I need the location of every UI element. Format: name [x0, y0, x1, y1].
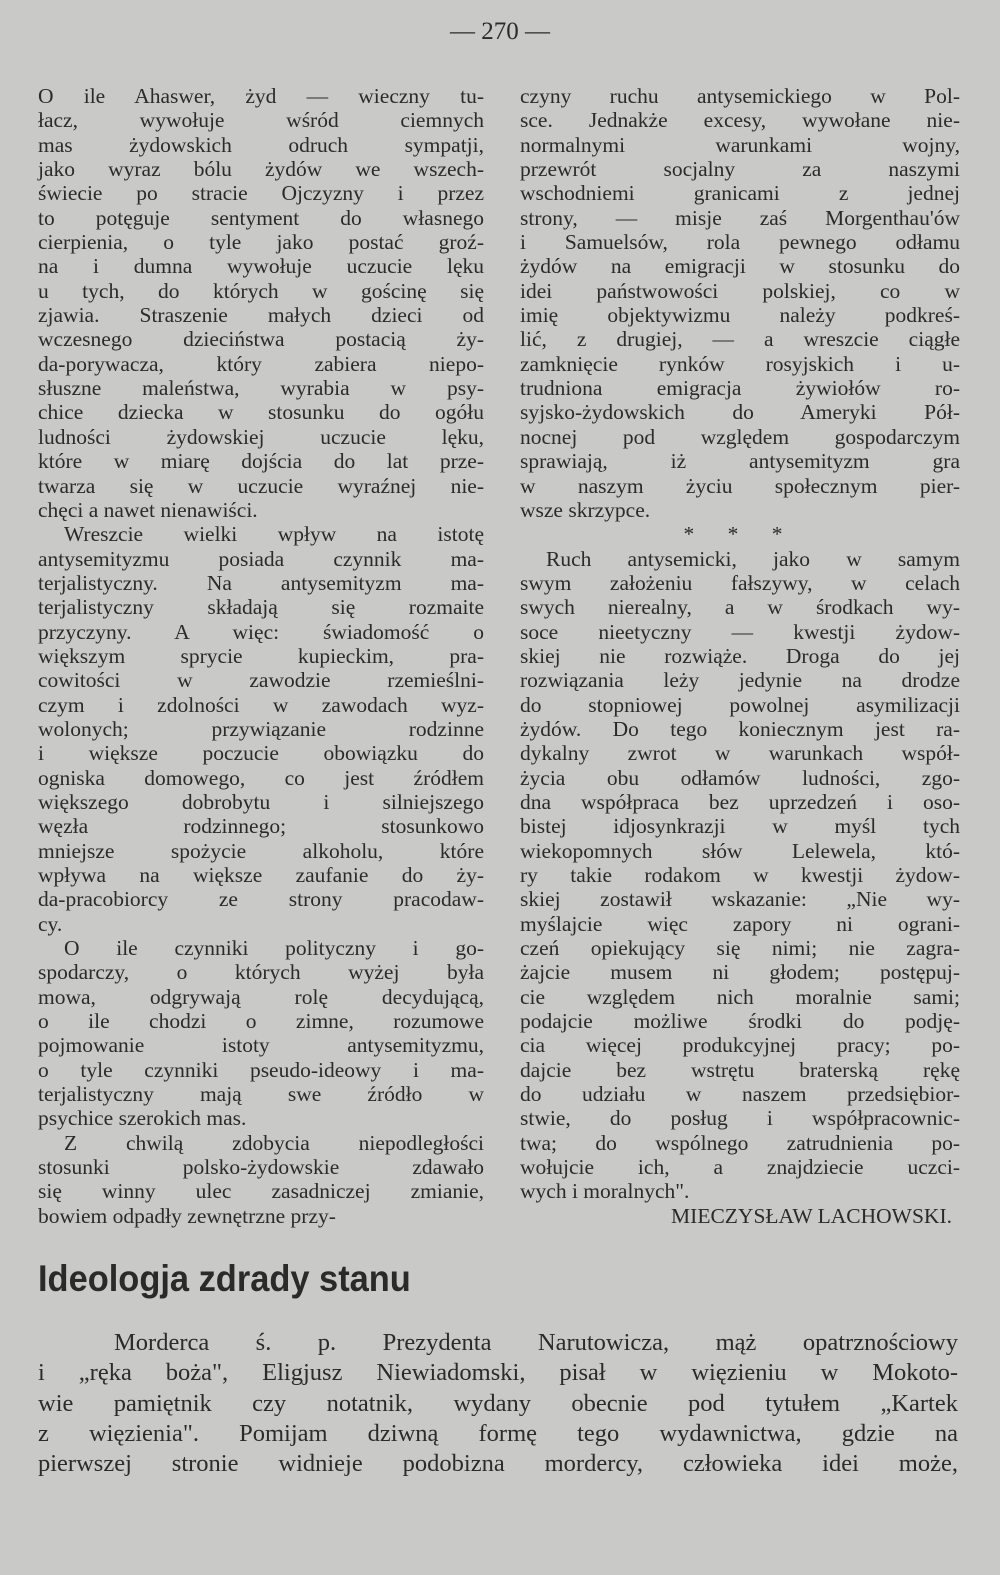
text-line: czyny ruchu antysemickiego w Pol-: [520, 84, 960, 108]
text-line: łacz, wywołuje wśród ciemnych: [38, 108, 484, 133]
text-line: u tych, do których w gościnę się: [38, 278, 484, 303]
text-line: z więzienia". Pomijam dziwną formę tego wydawnictwa, gdzie na: [38, 1419, 958, 1447]
text-line: żydów. Do tego koniecznym jest ra-: [520, 716, 960, 741]
text-line: i większe poczucie obowiązku do: [38, 741, 484, 766]
text-line: O ile czynniki polityczny i go-: [64, 936, 484, 961]
text-line: o ile chodzi o zimne, rozumowe: [38, 1009, 484, 1034]
text-line: się winny ulec zasadniczej zmianie,: [38, 1179, 484, 1204]
text-line: syjsko-żydowskich do Ameryki Pół-: [520, 400, 960, 425]
text-line: które w miarę dojścia do lat prze-: [38, 449, 484, 474]
text-line: żydów na emigracji w stosunku do: [520, 254, 960, 279]
text-line: zjawia. Straszenie małych dzieci od: [38, 303, 484, 328]
text-line: cia więcej produkcyjnej pracy; po-: [520, 1033, 960, 1058]
text-line: skiej nie rozwiąże. Droga do jej: [520, 643, 960, 668]
text-line: życia obu odłamów ludności, zgo-: [520, 765, 960, 790]
text-line: i Samuelsów, rola pewnego odłamu: [520, 230, 960, 255]
text-line: wczesnego dzieciństwa postacią ży-: [38, 327, 484, 352]
text-line: terjalistyczny. Na antysemityzm ma-: [38, 570, 484, 595]
text-line: twa; do wspólnego zatrudnienia po-: [520, 1130, 960, 1155]
text-line: Ruch antysemicki, jako w samym: [546, 546, 960, 571]
text-line: cie względem nich moralnie sami;: [520, 984, 960, 1009]
text-line: antysemityzmu posiada czynnik ma-: [38, 546, 484, 571]
text-line: Morderca ś. p. Prezydenta Narutowicza, mąż opatrznościowy: [114, 1329, 958, 1356]
text-line: czym i zdolności w zawodach wyz-: [38, 692, 484, 717]
text-line: Z chwilą zdobycia niepodległości: [64, 1130, 484, 1155]
text-line: idei państwowości polskiej, co w: [520, 278, 960, 303]
text-line: wych i moralnych".: [520, 1179, 690, 1204]
text-line: normalnymi warunkami wojny,: [520, 132, 960, 157]
section-separator: * * *: [683, 522, 797, 547]
text-line: w naszym życiu społecznym pier-: [520, 473, 960, 498]
text-line: wschodniemi granicami z jednej: [520, 181, 960, 206]
text-line: chęci a nawet nienawiści.: [38, 497, 258, 522]
text-line: jako wyraz bólu żydów we wszech-: [38, 157, 484, 182]
text-line: ludności żydowskiej uczucie lęku,: [38, 424, 484, 449]
text-line: pierwszej stronie widnieje podobizna mordercy, człowieka idei może,: [38, 1450, 958, 1478]
text-line: dna współpraca bez uprzedzeń i oso-: [520, 789, 960, 814]
text-line: O ile Ahaswer, żyd — wieczny tu-: [38, 84, 484, 108]
text-line: i „ręka boża", Eligjusz Niewiadomski, pisał w więzieniu w Mokoto-: [38, 1359, 958, 1387]
text-line: Wreszcie wielki wpływ na istotę: [64, 522, 484, 547]
text-line: do stopniowej powolnej asymilizacji: [520, 692, 960, 717]
text-line: do udziału w naszem przedsiębior-: [520, 1082, 960, 1107]
text-line: strony, — misje zaś Morgenthau'ów: [520, 205, 960, 230]
text-line: przyczyny. A więc: świadomość o: [38, 619, 484, 644]
text-line: rozwiązania leży jedynie na drodze: [520, 668, 960, 693]
text-line: terjalistyczny mają swe źródło w: [38, 1082, 484, 1107]
right-column: [520, 84, 960, 1228]
text-line: to potęguje sentyment do własnego: [38, 205, 484, 230]
article-text: [38, 1328, 958, 1479]
text-line: słuszne maleństwa, wyrabia w psy-: [38, 376, 484, 401]
text-line: bistej idjosynkrazji w myśl tych: [520, 814, 960, 839]
text-line: chice dziecka w stosunku do ogółu: [38, 400, 484, 425]
text-line: dajcie bez wstrętu braterską rękę: [520, 1057, 960, 1082]
text-line: cierpienia, o tyle jako postać groź-: [38, 230, 484, 255]
text-line: lić, z drugiej, — a wreszcie ciągłe: [520, 327, 960, 352]
text-line: twarza się w uczucie wyraźnej nie-: [38, 473, 484, 498]
text-line: cy.: [38, 911, 63, 936]
text-line: na i dumna wywołuje uczucie lęku: [38, 254, 484, 279]
text-line: mas żydowskich odruch sympatji,: [38, 132, 484, 157]
text-line: wie pamiętnik czy notatnik, wydany obecnie pod tytułem „Kartek: [38, 1389, 958, 1417]
text-line: da-porywacza, który zabiera niepo-: [38, 351, 484, 376]
text-line: sce. Jednakże excesy, wywołane nie-: [520, 108, 960, 133]
text-line: myślajcie więc zapory ni ograni-: [520, 911, 960, 936]
text-line: ry takie rodakom w kwestji żydow-: [520, 863, 960, 887]
text-line: ogniska domowego, co jest źródłem: [38, 765, 484, 790]
text-line: większego dobrobytu i silniejszego: [38, 789, 484, 814]
text-line: sprawiają, iż antysemityzm gra: [520, 449, 960, 474]
text-line: spodarczy, o których wyżej była: [38, 960, 484, 985]
text-line: swym założeniu fałszywy, w celach: [520, 570, 960, 595]
text-line: dykalny zwrot w warunkach współ-: [520, 741, 960, 766]
text-line: zamknięcie rynków rosyjskich i u-: [520, 351, 960, 376]
text-line: da-pracobiorcy ze strony pracodaw-: [38, 887, 484, 912]
text-line: nocnej pod względem gospodarczym: [520, 424, 960, 449]
text-line: imię objektywizmu należy podkreś-: [520, 303, 960, 328]
text-line: trudniona emigracja żywiołów ro-: [520, 376, 960, 401]
text-line: mniejsze spożycie alkoholu, które: [38, 838, 484, 863]
text-line: żajcie musem ni głodem; postępuj-: [520, 960, 960, 985]
page-number: — 270 —: [450, 18, 550, 45]
text-line: podajcie możliwe środki do podję-: [520, 1009, 960, 1034]
text-line: skiej zostawił wskazanie: „Nie wy-: [520, 887, 960, 912]
text-line: stosunki polsko-żydowskie zdawało: [38, 1155, 484, 1180]
text-line: wiekopomnych słów Lelewela, któ-: [520, 838, 960, 863]
text-line: terjalistyczny składają się rozmaite: [38, 595, 484, 620]
text-line: o tyle czynniki pseudo-ideowy i ma-: [38, 1057, 484, 1082]
text-line: swych nierealny, a w środkach wy-: [520, 595, 960, 620]
text-line: wołujcie ich, a znajdziecie uczci-: [520, 1155, 960, 1180]
text-line: większym sprycie kupieckim, pra-: [38, 643, 484, 668]
article-title: Ideologja zdrady stanu: [38, 1258, 411, 1299]
text-line: cowitości w zawodzie rzemieślni-: [38, 668, 484, 693]
text-line: wsze skrzypce.: [520, 497, 651, 522]
text-line: psychice szerokich mas.: [38, 1106, 247, 1131]
text-line: mowa, odgrywają rolę decydującą,: [38, 984, 484, 1009]
text-line: soce nieetyczny — kwestji żydow-: [520, 619, 960, 644]
text-line: węzła rodzinnego; stosunkowo: [38, 814, 484, 839]
text-line: bowiem odpadły zewnętrzne przy-: [38, 1203, 336, 1228]
left-column: [38, 84, 484, 1228]
text-line: pojmowanie istoty antysemityzmu,: [38, 1033, 484, 1058]
text-line: czeń opiekujący się nimi; nie zagra-: [520, 936, 960, 961]
author-signature: MIECZYSŁAW LACHOWSKI.: [671, 1203, 952, 1228]
text-line: stwie, do posług i współpracownic-: [520, 1106, 960, 1131]
text-line: wolonych; przywiązanie rodzinne: [38, 716, 484, 741]
text-line: wpływa na większe zaufanie do ży-: [38, 863, 484, 887]
text-line: świecie po stracie Ojczyzny i przez: [38, 181, 484, 206]
text-line: przewrót socjalny za naszymi: [520, 157, 960, 182]
